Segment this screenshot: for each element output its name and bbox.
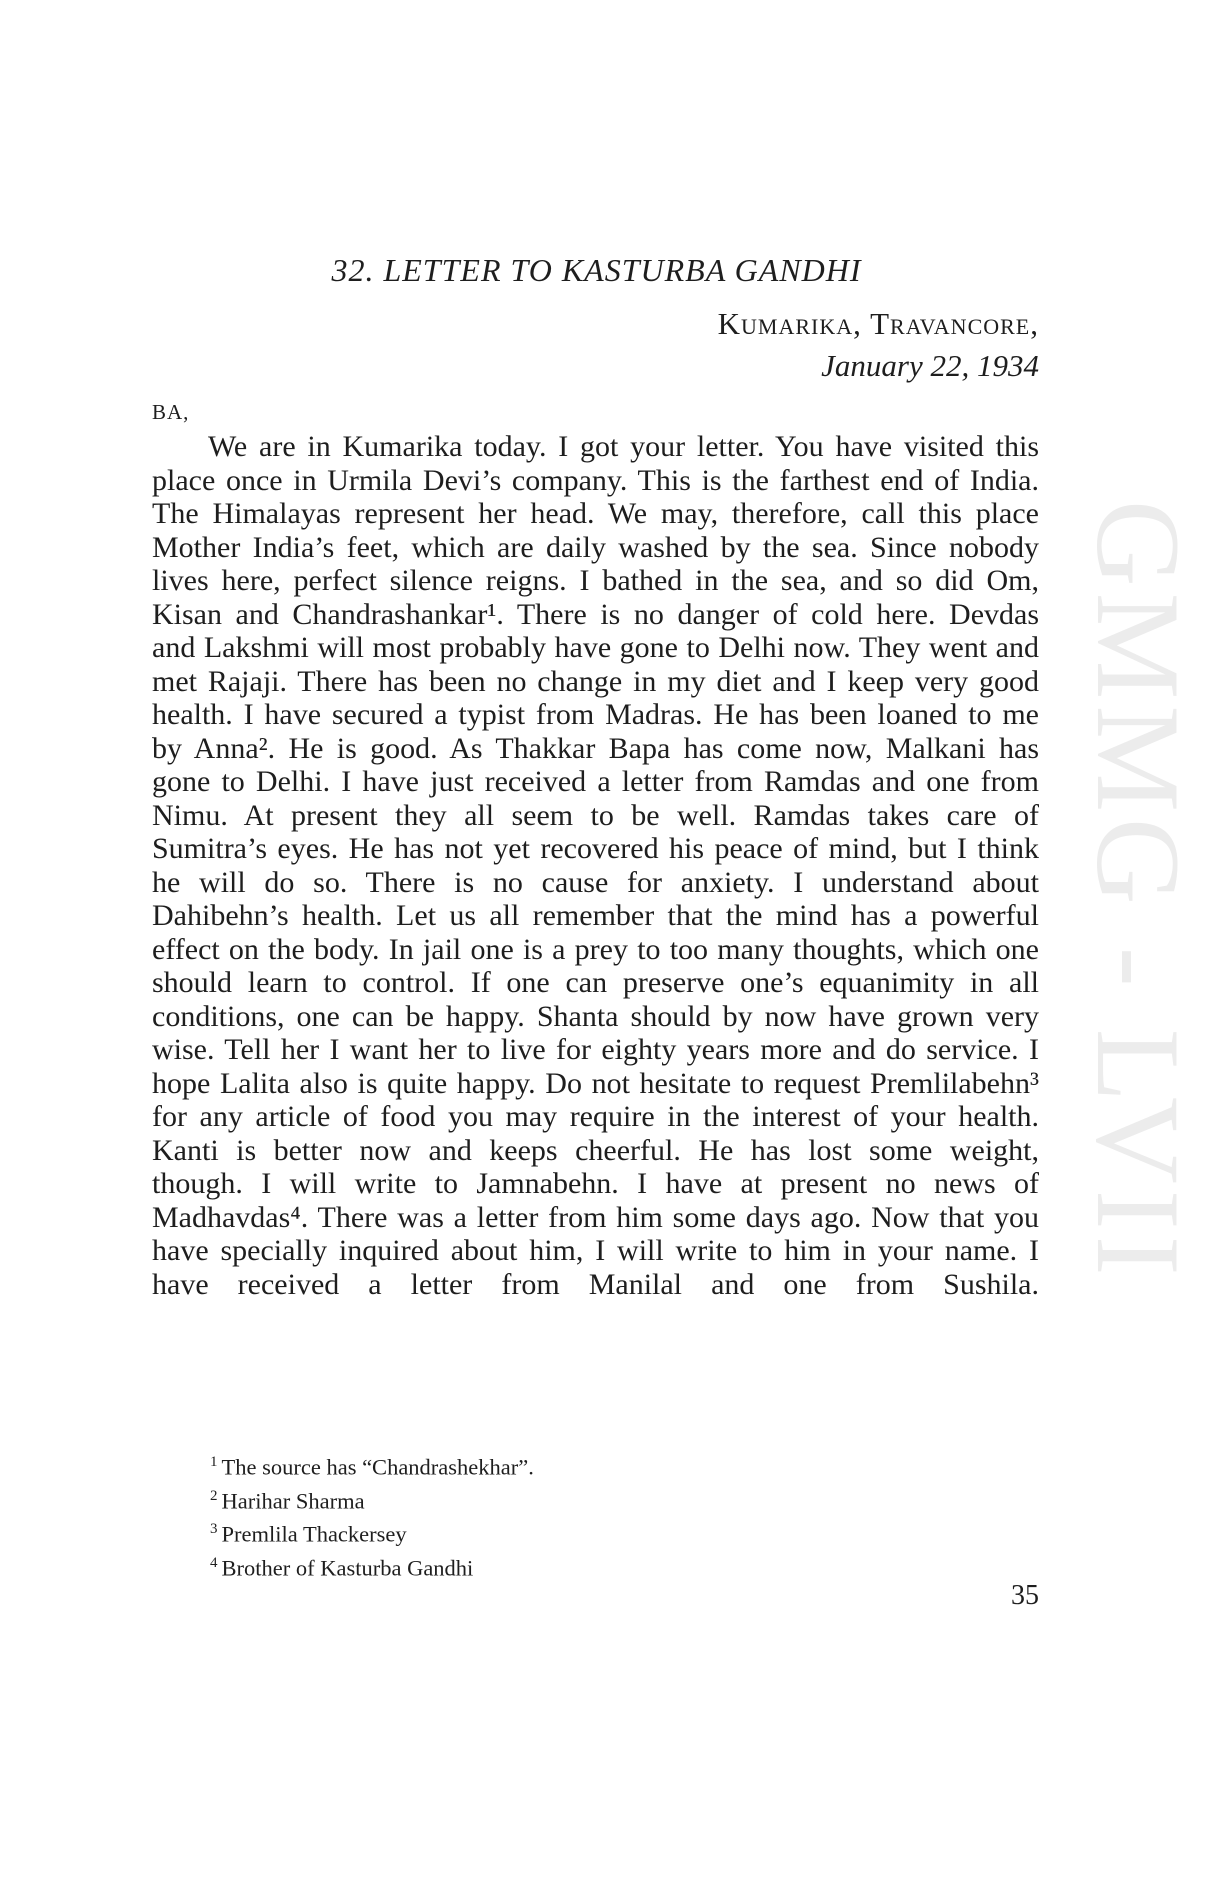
footnote-text: Premlila Thackersey [221,1521,407,1547]
footnote-mark: 3 [210,1521,218,1537]
salutation: BA, [152,400,190,424]
letter-place: Kumarika, Travancore, [717,306,1039,341]
footnote-4 [210,1549,534,1583]
footnote-3 [210,1515,534,1549]
footnote-mark: 1 [210,1454,218,1470]
footnote-text: Harihar Sharma [221,1488,365,1513]
footnotes [210,1448,534,1582]
watermark: GMMG - LVII [1072,500,1205,1282]
footnote-2 [210,1482,534,1516]
footnote-mark: 4 [210,1554,218,1571]
footnote-1 [210,1448,534,1482]
letter-body: We are in Kumarika today. I got your letter. You have visited this place once in Urmila Devi’s company. This is the farthest end of India. The Himalayas represent her head. We may, therefore, call this place Mother India’s feet, which are daily washed by the sea. Since nobody lives here, perfect silence reigns. I bathed in the sea, and so did Om, Kisan and Chandrashankar¹. There is no danger of cold here. Devdas and Lakshmi will most probably have gone to Delhi now. They went and met Rajaji. There has been no change in my diet and I keep very good health. I have secured a typist from Madras. He has been loaned to me by Anna². He is good. As Thakkar Bapa has come now, Malkani has gone to Delhi. I have just received a letter from Ramdas and one from Nimu. At present they all seem to be well. Ramdas takes care of Sumitra’s eyes. He has not yet recovered his peace of mind, but I think he will do so. There is no cause for anxiety. I understand about Dahibehn’s health. Let us all remember that the mind has a powerful effect on the body. In jail one is a prey to too many thoughts, which one should learn to control. If one can preserve one’s equanimity in all conditions, one can be happy. Shanta should by now have grown very wise. Tell her I want her to live for eighty years more and do service. I hope Lalita also is quite happy. Do not hesitate to request Premlilabehn³ for any article of food you may require in the interest of your health. Kanti is better now and keeps cheerful. He has lost some weight, though. I will write to Jamnabehn. I have at present no news of Madhavdas⁴. There was a letter from him some days ago. Now that you have specially inquired about him, I will write to him in your name. I have received a letter from Manilal and one from Sushila. [152,430,1039,1301]
footnote-text: The source has “Chandrashekhar”. [221,1454,534,1480]
footnote-mark: 2 [210,1487,218,1504]
page-number: 35 [1011,1580,1039,1611]
letter-heading: 32. LETTER TO KASTURBA GANDHI [331,252,862,288]
letter-date: January 22, 1934 [821,348,1039,383]
footnote-text: Brother of Kasturba Gandhi [221,1555,474,1580]
